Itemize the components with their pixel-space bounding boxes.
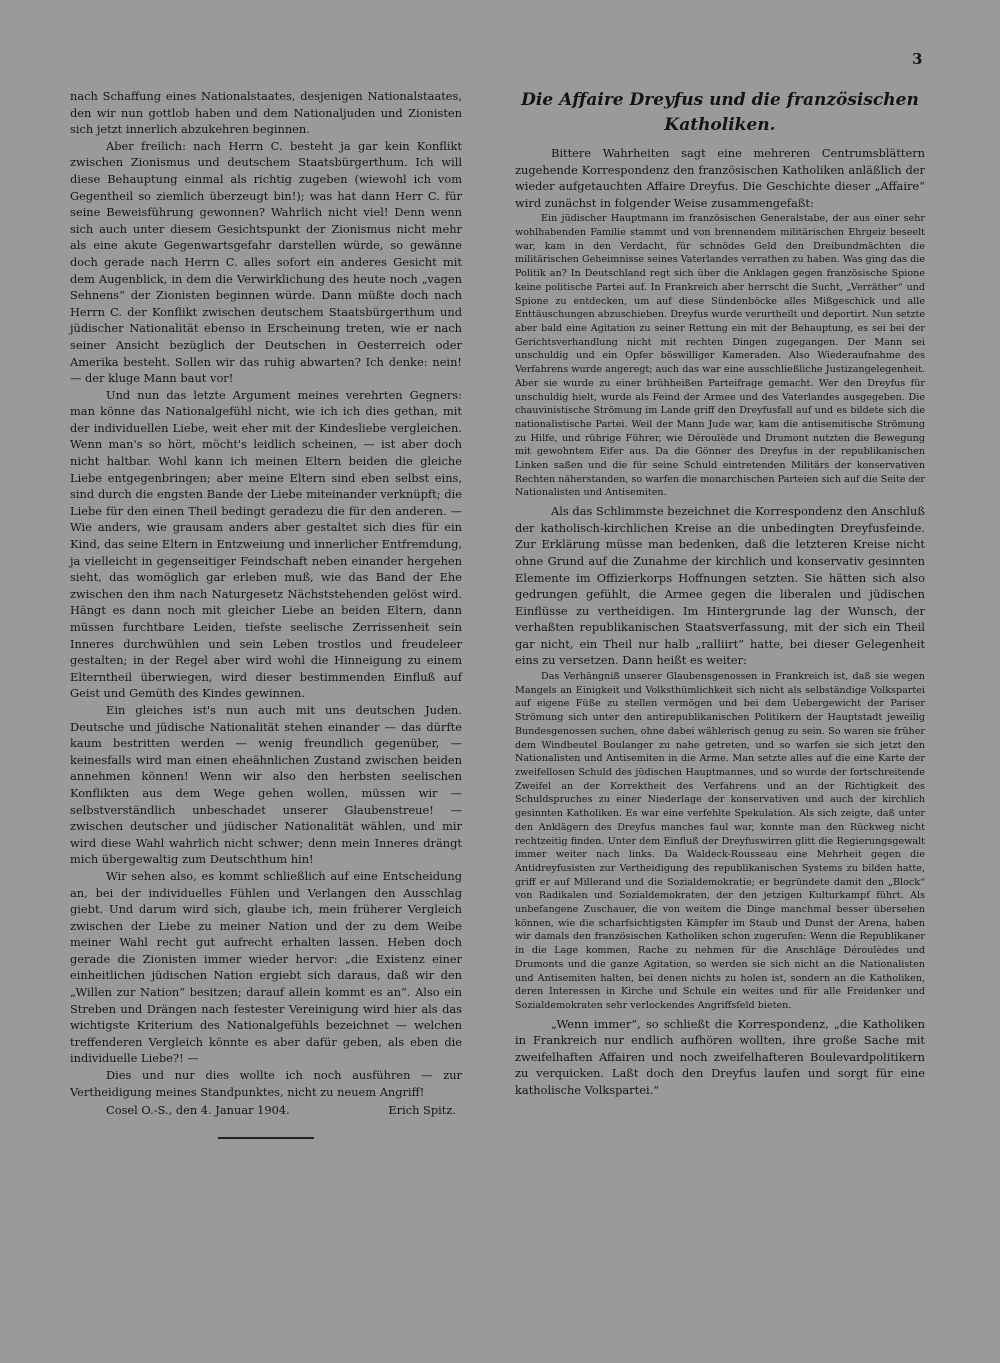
paragraph: nach Schaffung eines Nationalstaates, desjenigen Nationalstaates, den wir nun gottlob haben und dem Nationaljuden und Zionisten sich jetzt innerlich abzukehren beginnen. — [70, 89, 462, 137]
article-intro: Bittere Wahrheiten sagt eine mehreren Centrumsblättern zugehende Korrespondenz den französischen Katholiken anläßlich der wieder aufgetauchten Affaire Dreyfus. Die Geschichte dieser „Affaire“ wird zunächst in folgender Weise zusammengefaßt: — [515, 146, 925, 210]
article-paragraph: Als das Schlimmste bezeichnet die Korrespondenz den Anschluß der katholisch-kirchlichen Kreise an die unbedingten Dreyfusfeinde. Zur Erklärung müsse man bedenken, daß die letzteren Kreise nicht ohne Grund auf die Zunahme der kirchlich und konservativ gesinnten Elemente im Offizierkorps Hoffnungen setzten. Sie hätten sich also gedrungen gefühlt, die Armee gegen die liberalen und jüdischen Einflüsse zu vertheidigen. Im Hintergrunde lag der Wunsch, der verhaßten republikanischen Staatsverfassung, mit der sich ein Theil gar nicht, ein Theil nur halb „ralliirt“ hatte, bei dieser Gelegenheit eins zu versetzen. Dann heißt es weiter: — [515, 504, 925, 668]
left-column — [70, 88, 462, 1139]
paragraph: Ein gleiches ist's nun auch mit uns deutschen Juden. Deutsche und jüdische Nationalität stehen einander — das dürfte kaum bestritten werden — wenig freundlich gegenüber, — keinesfalls wird man einen eheähnlichen Zustand zwischen beiden annehmen können! Wenn wir also den herbsten seelischen Konflikten aus dem Wege gehen wollen, müssen wir — selbstverständlich unbeschadet unserer Glaubenstreue! — zwischen deutscher und jüdischer Nationalität wählen, und mir wird diese Wahl wahrlich nicht schwer; denn mein Inneres drängt mich übergewaltig zum Deutschthum hin! — [70, 702, 462, 867]
quote-block — [515, 212, 925, 500]
signature-author: Erich Spitz. — [388, 1103, 456, 1118]
article-title: Die Affaire Dreyfus und die französischen Katholiken. — [521, 90, 919, 135]
quote-block — [515, 670, 925, 1013]
end-rule — [218, 1137, 314, 1139]
paragraph: Dies und nur dies wollte ich noch ausführen — zur Vertheidigung meines Standpunktes, nicht zu neuem Angriff! — [70, 1068, 462, 1099]
paragraph: Wir sehen also, es kommt schließlich auf eine Entscheidung an, bei der individuelles Fühlen und Verlangen den Ausschlag giebt. Und darum wird sich, glaube ich, mein früherer Vergleich zwischen der Liebe zu meiner Nation und der zu dem Weibe meiner Wahl recht gut aufrecht erhalten lassen. Heben doch gerade die Zionisten immer wieder hervor: „die Existenz einer einheitlichen jüdischen Nation ergiebt sich daraus, daß wir den „Willen zur Nation“ besitzen; darauf allein kommt es an“. Also ein Streben und Drängen nach festester Vereinigung wird hier als das wichtigste Kriterium des Nationalgefühls bezeichnet — welchen treffenderen Vergleich könnte es aber dafür geben, als eben die individuelle Liebe?! — — [70, 868, 462, 1066]
page-number: 3 — [912, 50, 923, 68]
right-column — [515, 88, 925, 1099]
quote-paragraph: Das Verhängniß unserer Glaubensgenossen in Frankreich ist, daß sie wegen Mangels an Einigkeit und Volksthümlichkeit sich nicht als selbständige Volkspartei auf eigene Füße zu stellen vermögen und bei dem Uebergewicht der Pariser Strömung sich unter den antirepublikanischen Politikern der Hauptstadt jeweilig Bundesgenossen suchen, ohne dabei wählerisch genug zu sein. So waren sie früher dem Windbeutel Boulanger zu nahe getreten, und so warfen sie sich jetzt den Nationalisten und Antisemiten in die Arme. Man setzte alles auf die eine Karte der zweifellosen Schuld des jüdischen Hauptmannes, und so wurde der fortschreitende Zweifel an der Korrektheit des Verfahrens und an der Richtigkeit des Schuldspruches zu einer Niederlage der konservativen und auch der kirchlich gesinnten Katholiken. Es war eine verfehlte Spekulation. Als sich zeigte, daß unter den Anklägern des Dreyfus manches faul war, konnte man den Rückweg nicht rechtzeitig finden. Unter dem Einfluß der Dreyfuswirren glitt die Regierungsgewalt immer weiter nach links. Da Waldeck-Rousseau eine Mehrheit gegen die Antidreyfusisten zur Vertheidigung des republikanischen Systems zu bilden hatte, griff er auf Millerand und die Sozialdemokratie; er begründete damit den „Block“ von Radikalen und Sozialdemokraten, der den jetzigen Kulturkampf führt. Als unbefangene Zuschauer, die von weitem die Dinge manchmal besser übersehen können, wie die scharfsichtigsten Kämpfer im Staub und Dunst der Arena, haben wir damals den französischen Katholiken schon zugerufen: Wenn die Republikaner in die Lage kommen, Rache zu nehmen für die Anschläge Déroulèdes und Drumonts und die ganze Agitation, so werden sie sich nicht an die Nationalisten und Antisemiten halten, bei denen nichts zu holen ist, sondern an die Katholiken, deren Interessen in Kirche und Schule ein weites und für alle Freidenker und Sozialdemokraten sehr verlockendes Angriffsfeld bieten. — [515, 671, 925, 1011]
paragraph: Aber freilich: nach Herrn C. besteht ja gar kein Konflikt zwischen Zionismus und deutschem Staatsbürgerthum. Ich will diese Behauptung einmal als richtig zugeben (wiewohl ich vom Gegentheil so ziemlich überzeugt bin!); was hat dann Herr C. für seine Beweisführung gewonnen? Wahrlich nicht viel! Denn wenn sich auch unter diesem Gesichtspunkt der Zionismus nicht mehr als eine akute Gegenwartsgefahr darstellen würde, so gewänne doch gerade nach Herrn C. alles sofort ein anderes Gesicht mit dem Augenblick, in dem die Verwirklichung des heute noch „vagen Sehnens“ der Zionisten beginnen würde. Dann müßte doch nach Herrn C. der Konflikt zwischen deutschem Staatsbürgerthum und jüdischer Nationalität ebenso in Erscheinung treten, wie er nach seiner Ansicht bezüglich der Deutschen in Oesterreich oder Amerika besteht. Sollen wir das ruhig abwarten? Ich denke: nein! — der kluge Mann baut vor! — [70, 138, 462, 386]
article-closing: „Wenn immer“, so schließt die Korrespondenz, „die Katholiken in Frankreich nur endlich aufhören wollten, ihre große Sache mit zweifelhaften Affairen und noch zweifelhafteren Boulevardpolitikern zu verquicken. Laßt doch den Dreyfus laufen und sorgt für eine katholische Volkspartei.“ — [515, 1016, 925, 1098]
paragraph: Und nun das letzte Argument meines verehrten Gegners: man könne das Nationalgefühl nicht, wie ich ich dies gethan, mit der individuellen Liebe, weit eher mit der Kindesliebe vergleichen. Wenn man's so hört, möcht's leidlich scheinen, — ist aber doch nicht haltbar. Wohl kann ich meinen Eltern beiden die gleiche Liebe entgegenbringen; aber meine Eltern sind eben selbst eins, sind durch die engsten Bande der Liebe miteinander verknüpft; die Liebe für den einen Theil bedingt geradezu die für den anderen. — Wie anders, wie grausam anders aber gestaltet sich dies für ein Kind, das seine Eltern in Entzweiung und innerlicher Entfremdung, ja vielleicht in gegenseitiger Feindschaft neben einander hergehen sieht, das womöglich gar erleben muß, wie das Band der Ehe zwischen den ihm nach Naturgesetz Nächststehenden gelöst wird. Hängt es dann noch mit gleicher Liebe an beiden Eltern, dann müssen furchtbare Leiden, tiefste seelische Zerrissenheit sein Inneres durchwühlen und sein Leben trostlos und freudeleer gestalten; in der Regel aber wird wohl die Hinneigung zu einem Elterntheil überwiegen, wird dieser bestimmenden Einfluß auf Geist und Gemüth des Kindes gewinnen. — [70, 387, 462, 701]
signature-line — [70, 1102, 462, 1119]
signature-place-date: Cosel O.-S., den 4. Januar 1904. — [106, 1103, 290, 1118]
quote-paragraph: Ein jüdischer Hauptmann im französischen Generalstabe, der aus einer sehr wohlhabenden Familie stammt und von brennendem militärischen Ehrgeiz beseelt war, kam in den Verdacht, für schnödes Geld den Dreibundmächten die militärischen Geheimnisse seines Vaterlandes verrathen zu haben. Was ging das die Politik an? In Deutschland regt sich über die Anklagen gegen französische Spione keine politische Partei auf. In Frankreich aber herrscht die Sucht, „Verräther“ und Spione zu entdecken, um auf diese Sündenböcke alles Mißgeschick und alle Enttäuschungen abzuschieben. Dreyfus wurde verurtheilt und deportirt. Nun setzte aber bald eine Agitation zu seiner Rettung ein mit der Behauptung, es sei bei der Gerichtsverhandlung nicht mit rechten Dingen zugegangen. Der Mann sei unschuldig und ein Opfer böswilliger Kameraden. Also Wiederaufnahme des Verfahrens wurde angeregt; auch das war eine ausschließliche Justizangelegenheit. Aber sie wurde zu einer brühheißen Parteifrage gemacht. Wer den Dreyfus für unschuldig hielt, wurde als Feind der Armee und des Vaterlandes ausgegeben. Die chauvinistische Strömung im Lande griff den Dreyfusfall auf und es bildete sich die nationalistische Partei. Weil der Mann Jude war, kam die antisemitische Strömung zu Hilfe, und rührige Führer, wie Déroulède und Drumont nutzten die Bewegung mit gewohntem Eifer aus. Da die Gönner des Dreyfus in der republikanischen Linken saßen und die für seine Schuld eintretenden Militärs der konservativen Rechten näherstanden, so warfen die monarchischen Parteien sich auf die Seite der Nationalisten und Antisemiten. — [515, 213, 925, 499]
